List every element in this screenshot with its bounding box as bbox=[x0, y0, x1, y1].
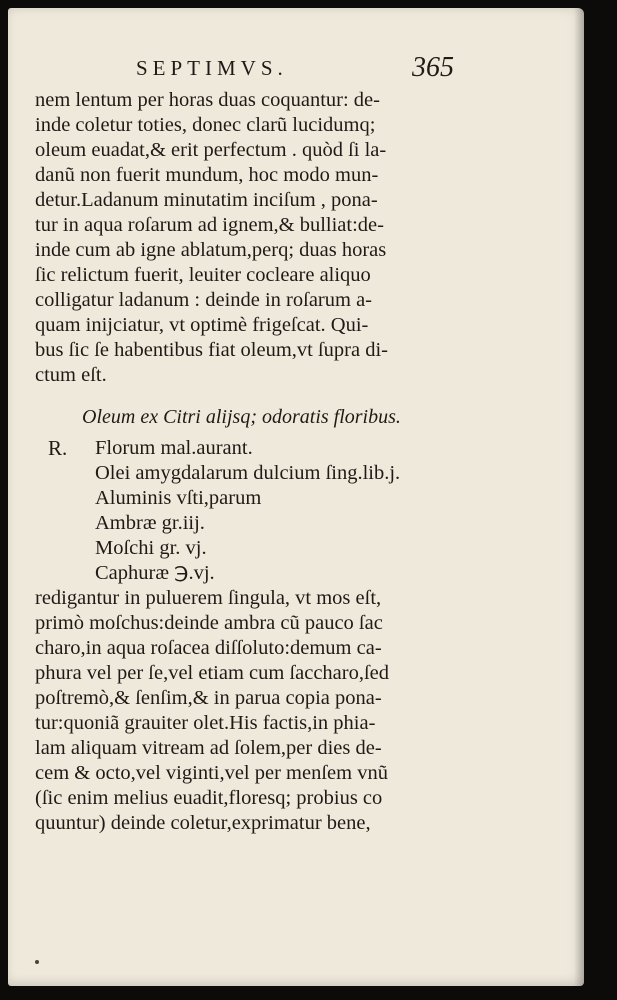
text-line: phura vel per ſe,vel etiam cum ſaccharo,ſed bbox=[35, 662, 390, 684]
text-line: inde cum ab igne ablatum,perq; duas horas bbox=[35, 239, 387, 261]
page-number: 365 bbox=[412, 52, 454, 83]
running-head: SEPTIMVS. bbox=[136, 56, 288, 80]
text-line: detur.Ladanum minutatim inciſum , pona- bbox=[35, 189, 378, 211]
ingredient-line: Caphuræ ℈.vj. bbox=[95, 562, 215, 584]
text-line: nem lentum per horas duas coquantur: de- bbox=[35, 89, 380, 111]
book-page bbox=[8, 8, 584, 986]
page-edge-shadow bbox=[574, 8, 584, 986]
text-line: ſic relictum fuerit, leuiter cocleare aliquo bbox=[35, 264, 371, 286]
recipe-heading: Oleum ex Citri alijsq; odoratis floribus. bbox=[82, 406, 401, 428]
text-line: quam inijciatur, vt optimè frigeſcat. Qui- bbox=[35, 314, 369, 336]
text-line: quuntur) deinde coletur,exprimatur bene, bbox=[35, 812, 371, 834]
text-line: poſtremò,& ſenſim,& in parua copia pona- bbox=[35, 687, 382, 709]
ingredient-line: Ambræ gr.iij. bbox=[95, 512, 205, 534]
text-line: tur:quoniã grauiter olet.His factis,in phia- bbox=[35, 712, 376, 734]
text-line: inde coletur toties, donec clarũ lucidumq; bbox=[35, 114, 376, 136]
text-line: charo,in aqua roſacea diſſoluto:demum ca- bbox=[35, 637, 382, 659]
text-line: cem & octo,vel viginti,vel per menſem vnũ bbox=[35, 762, 388, 784]
ingredient-line: Moſchi gr. vj. bbox=[95, 537, 207, 559]
text-line: bus ſic ſe habentibus fiat oleum,vt ſupra di- bbox=[35, 339, 388, 361]
recipe-mark: R. bbox=[48, 436, 68, 460]
text-line: primò moſchus:deinde ambra cũ pauco ſac bbox=[35, 612, 383, 634]
text-line: oleum euadat,& erit perfectum . quòd ſi la- bbox=[35, 139, 387, 161]
text-line: lam aliquam vitream ad ſolem,per dies de- bbox=[35, 737, 382, 759]
text-line: tur in aqua roſarum ad ignem,& bulliat:de- bbox=[35, 214, 384, 236]
ingredient-line: Florum mal.aurant. bbox=[95, 437, 253, 459]
text-line: ctum eſt. bbox=[35, 364, 107, 386]
ingredient-line: Aluminis vſti,parum bbox=[95, 487, 262, 509]
text-line: danũ non fuerit mundum, hoc modo mun- bbox=[35, 164, 379, 186]
paper-speck bbox=[35, 960, 39, 964]
text-line: redigantur in puluerem ſingula, vt mos eſt, bbox=[35, 587, 382, 609]
text-line: (ſic enim melius euadit,floresq; probius co bbox=[35, 787, 383, 809]
text-line: colligatur ladanum : deinde in roſarum a- bbox=[35, 289, 372, 311]
ingredient-line: Olei amygdalarum dulcium ſing.lib.j. bbox=[95, 462, 401, 484]
